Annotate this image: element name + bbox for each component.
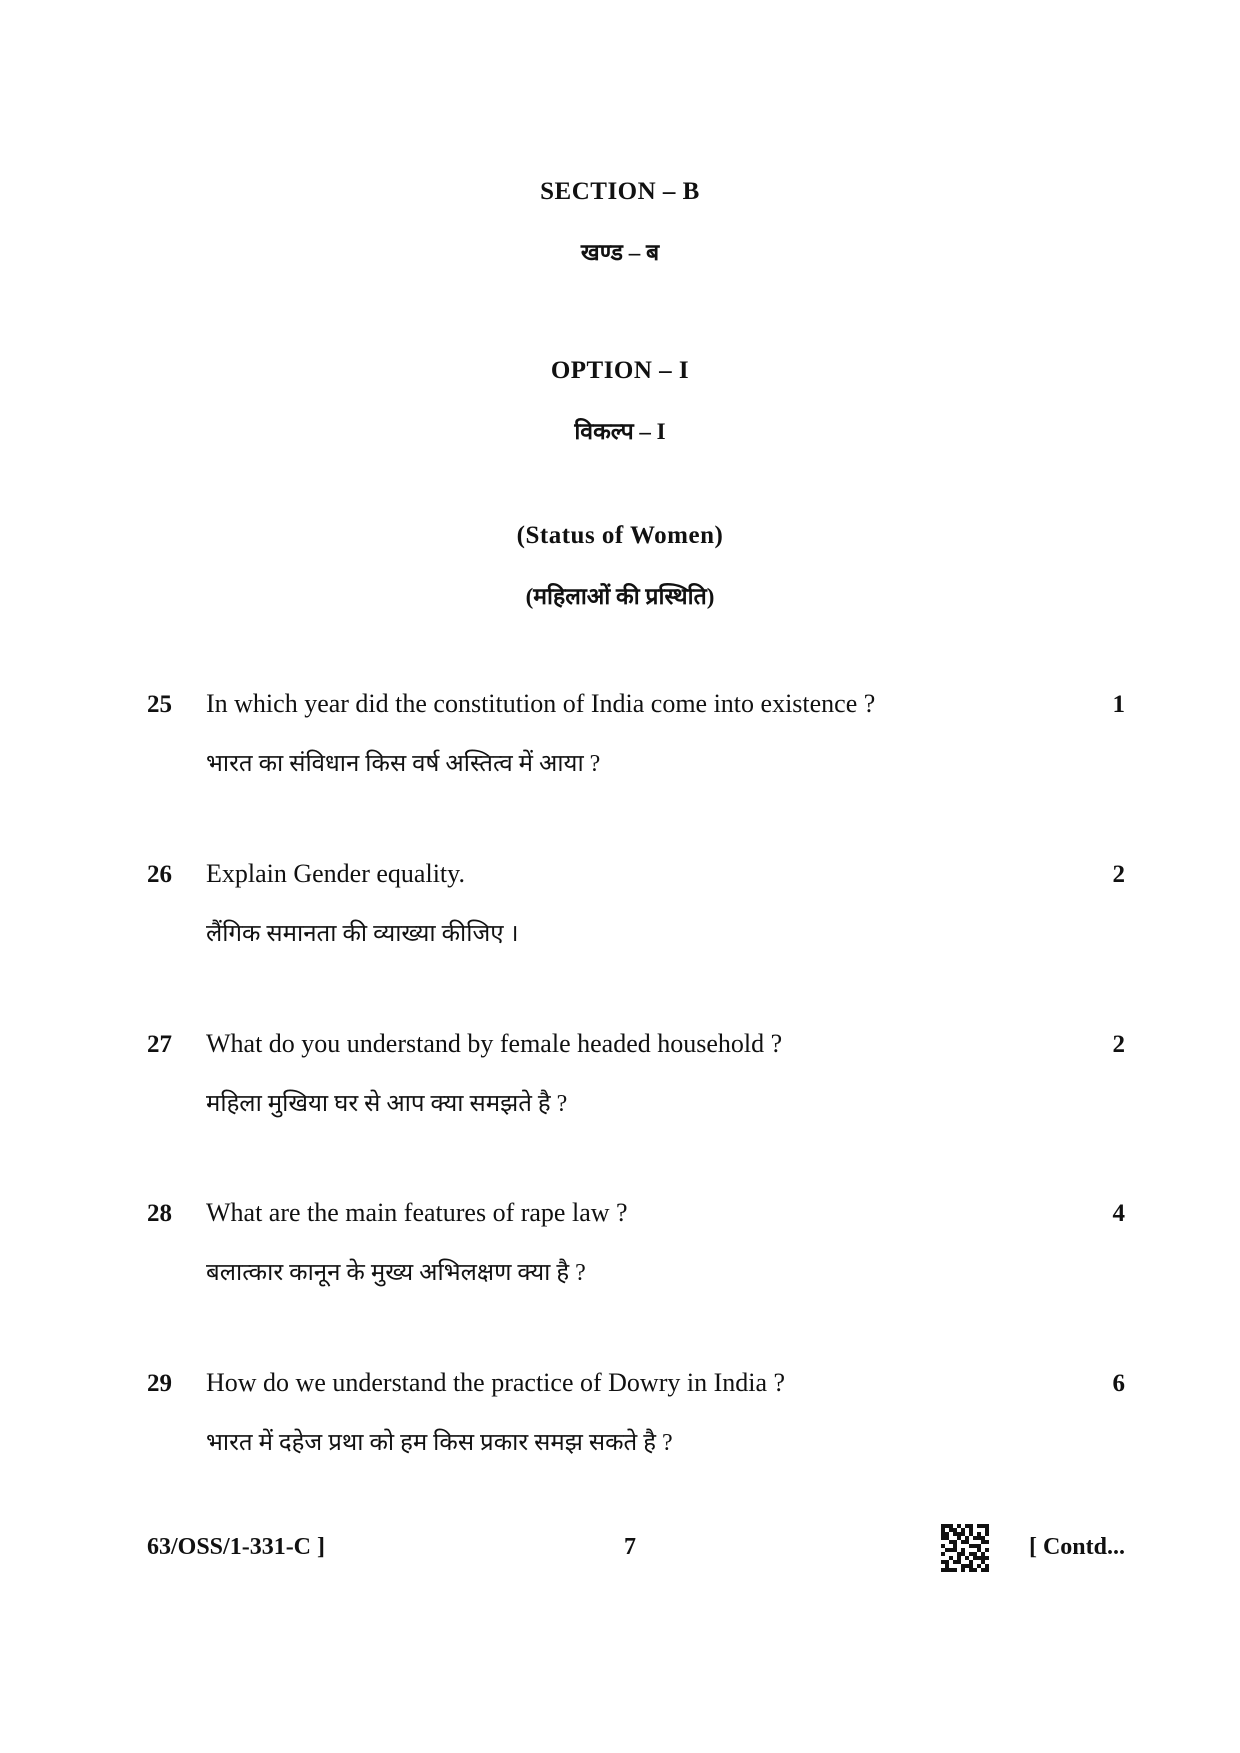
question-text-hindi: लैंगिक समानता की व्याख्या कीजिए । bbox=[206, 921, 519, 947]
continued-label: [ Contd... bbox=[1028, 1534, 1125, 1560]
paper-code: 63/OSS/1-331-C ] bbox=[147, 1534, 326, 1560]
question-marks: 4 bbox=[1112, 1200, 1125, 1227]
topic-title-hindi: (महिलाओं की प्रस्थिति) bbox=[525, 584, 715, 609]
section-title-hindi: खण्ड – ब bbox=[580, 240, 660, 265]
question-number: 25 bbox=[147, 691, 172, 718]
question-marks: 6 bbox=[1112, 1370, 1125, 1397]
option-title: OPTION – I bbox=[550, 357, 690, 384]
page-number: 7 bbox=[624, 1534, 636, 1560]
question-marks: 2 bbox=[1112, 1031, 1125, 1058]
question-text: What are the main features of rape law ? bbox=[206, 1198, 628, 1227]
question-marks: 1 bbox=[1112, 691, 1125, 718]
question-text: How do we understand the practice of Dowry in India ? bbox=[206, 1368, 786, 1397]
question-text: What do you understand by female headed household ? bbox=[206, 1029, 783, 1058]
question-text-hindi: बलात्कार कानून के मुख्य अभिलक्षण क्या है ? bbox=[206, 1260, 586, 1286]
question-number: 27 bbox=[147, 1031, 172, 1058]
section-title: SECTION – B bbox=[540, 178, 700, 205]
question-text: In which year did the constitution of India come into existence ? bbox=[206, 689, 876, 718]
question-number: 26 bbox=[147, 861, 172, 888]
question-marks: 2 bbox=[1112, 861, 1125, 888]
question-text-hindi: भारत में दहेज प्रथा को हम किस प्रकार समझ सकते है ? bbox=[206, 1430, 673, 1456]
question-number: 29 bbox=[147, 1370, 172, 1397]
topic-title: (Status of Women) bbox=[516, 522, 724, 549]
question-text: Explain Gender equality. bbox=[206, 859, 465, 888]
question-text-hindi: भारत का संविधान किस वर्ष अस्तित्व में आया ? bbox=[206, 751, 601, 777]
qr-code-icon bbox=[941, 1524, 989, 1572]
question-number: 28 bbox=[147, 1200, 172, 1227]
question-text-hindi: महिला मुखिया घर से आप क्या समझते है ? bbox=[206, 1091, 568, 1117]
option-title-hindi: विकल्प – I bbox=[574, 419, 666, 444]
